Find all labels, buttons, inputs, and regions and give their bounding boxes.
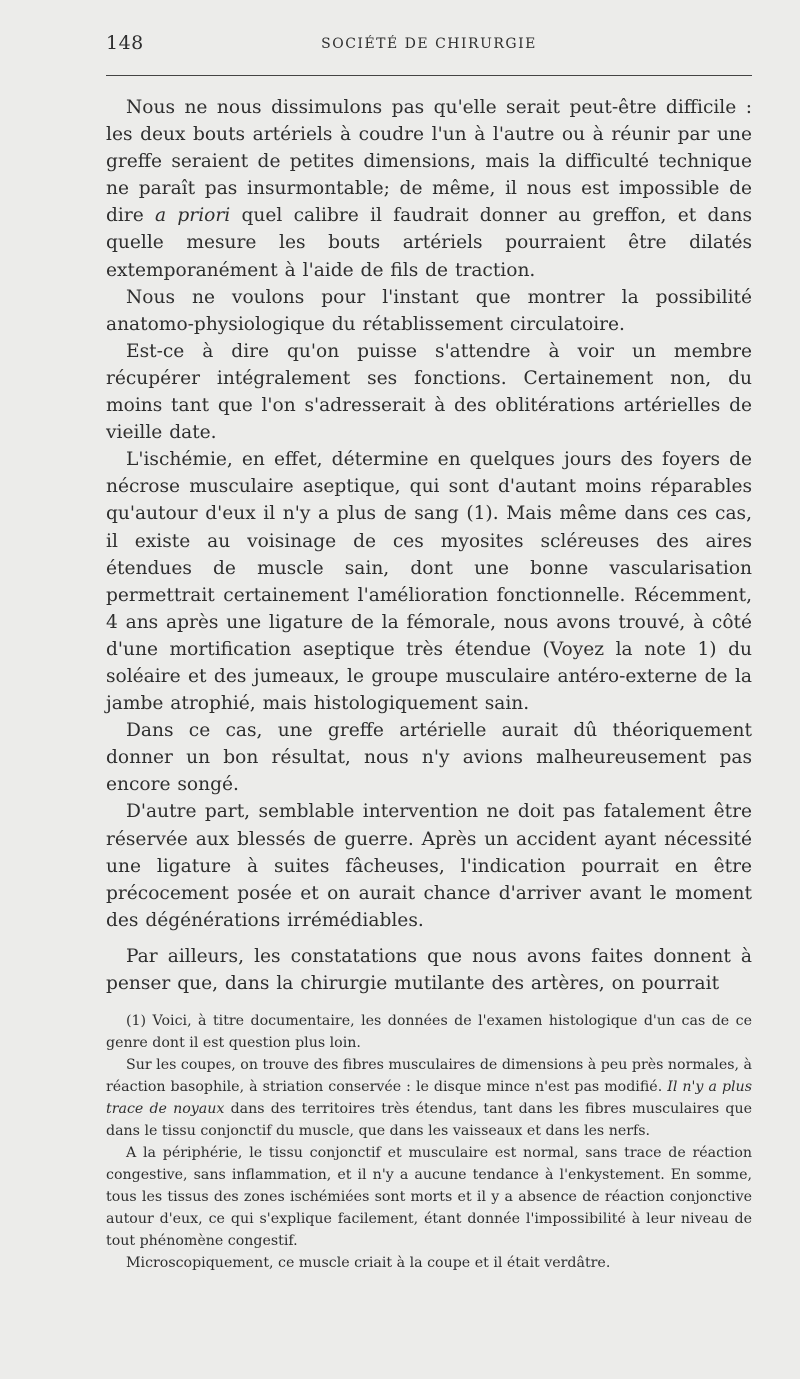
footnote	[106, 1010, 752, 1054]
paragraph-text: L'ischémie, en effet, détermine en quelques jours des foyers de nécrose musculaire aseptique, qui sont d'autant moins réparables qu'autour d'eux il n'y a plus de sang (1). Mais même dans ces cas, il existe au voisinage de ces myosites scléreuses des aires étendues de muscle sain, dont une bonne vascularisation permettrait certainement l'amélioration fonctionnelle. Récemment, 4 ans après une ligature de la fémorale, nous avons trouvé, à côté d'une mortification aseptique très étendue (Voyez la note 1) du soléaire et des jumeaux, le groupe musculaire antéro-externe de la jambe atrophié, mais histologiquement sain.	[106, 449, 752, 715]
footnote-italic: Il n'y a plus trace de noyaux	[106, 1079, 752, 1117]
page-header	[106, 32, 752, 62]
body-text	[106, 94, 752, 997]
paragraph	[106, 338, 752, 446]
footnote-text: (1) Voici, à titre documentaire, les données de l'examen histologique d'un cas de ce genre dont il est question plus loin.	[106, 1013, 752, 1051]
footnote-text: A la périphérie, le tissu conjonctif et musculaire est normal, sans trace de réaction congestive, sans inflammation, et il n'y a aucune tendance à l'enkystement. En somme, tous les tissus des zones ischémiées sont morts et il y a absence de réaction conjonctive autour d'eux, ce qui s'explique facilement, étant donnée l'impossibilité à leur niveau de tout phénomène congestif.	[106, 1145, 752, 1249]
paragraph-text: Par ailleurs, les constatations que nous avons faites donnent à penser que, dans la chirurgie mutilante des artères, on pourrait	[106, 945, 752, 994]
footnote	[106, 1252, 752, 1274]
paragraph	[106, 446, 752, 717]
paragraph	[106, 943, 752, 997]
header-rule	[106, 75, 752, 76]
footnote	[106, 1054, 752, 1142]
paragraph-text: Dans ce cas, une greffe artérielle aurait dû théoriquement donner un bon résultat, nous n'y avions malheureusement pas encore songé.	[106, 720, 752, 796]
page-number: 148	[106, 32, 144, 54]
footnotes	[106, 1010, 752, 1274]
paragraph	[106, 717, 752, 798]
footnote-text: Microscopiquement, ce muscle criait à la coupe et il était verdâtre.	[126, 1255, 611, 1271]
paragraph	[106, 798, 752, 933]
paragraph	[106, 284, 752, 338]
paragraph-text: Nous ne voulons pour l'instant que montrer la possibilité anatomo-physiologique du rétablissement circulatoire.	[106, 286, 752, 335]
italic-phrase: a priori	[155, 205, 231, 227]
footnote-text: Sur les coupes, on trouve des fibres musculaires de dimensions à peu près normales, à réaction basophile, à striation conservée : le disque mince n'est pas modifié.	[106, 1057, 752, 1095]
paragraph-text: Nous ne nous dissimulons pas qu'elle serait peut-être difficile : les deux bouts artériels à coudre l'un à l'autre ou à réunir par une greffe seraient de petites dimensions, mais la difficulté technique ne paraît pas insurmontable; de même, il nous est impossible de dire a priori quel calibre il faudrait donner au greffon, et dans quelle mesure les bouts artériels pourraient être dilatés extemporanément à l'aide de fils de traction.	[106, 97, 753, 281]
paragraph	[106, 94, 752, 284]
footnote	[106, 1142, 752, 1252]
paragraph-text: D'autre part, semblable intervention ne doit pas fatalement être réservée aux blessés de guerre. Après un accident ayant nécessité une ligature à suites fâcheuses, l'indication pourrait en être précocement posée et on aurait chance d'arriver avant le moment des dégénérations irrémédiables.	[106, 801, 752, 931]
paragraph-text: Est-ce à dire qu'on puisse s'attendre à voir un membre récupérer intégralement ses fonctions. Certainement non, du moins tant que l'on s'adresserait à des oblitérations artérielles de vieille date.	[106, 340, 752, 444]
running-head: SOCIÉTÉ DE CHIRURGIE	[321, 36, 537, 52]
footnote-text: dans des territoires très étendus, tant dans les fibres musculaires que dans le tissu conjonctif du muscle, que dans les vaisseaux et dans les nerfs.	[106, 1101, 752, 1139]
